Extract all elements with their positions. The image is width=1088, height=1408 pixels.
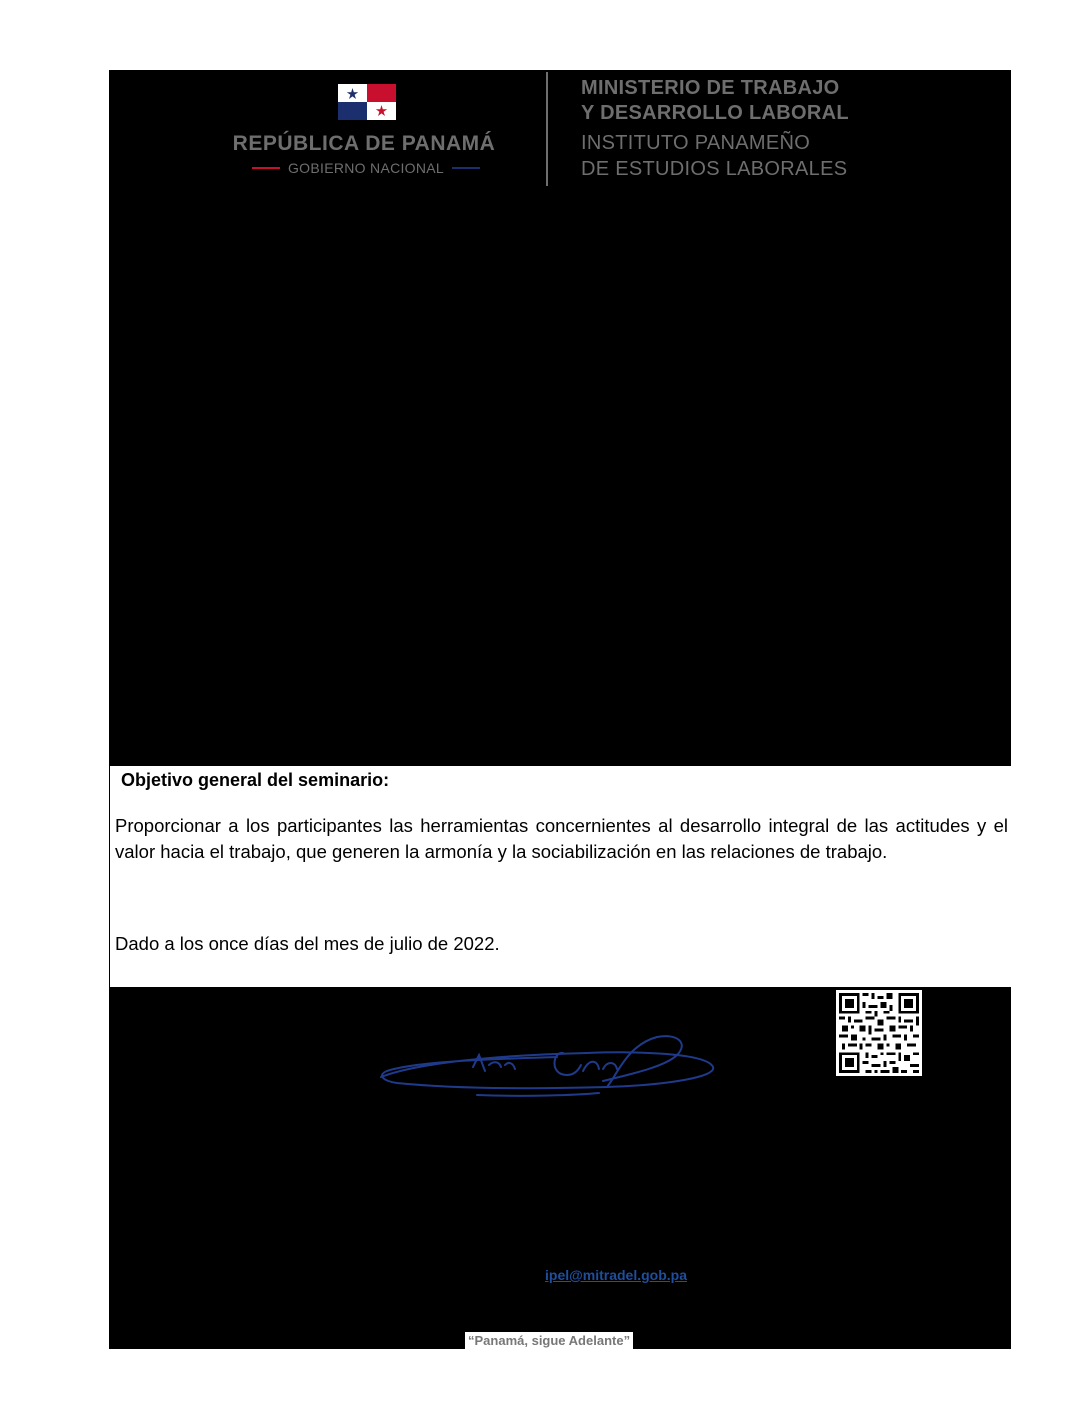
date-text: Dado a los once días del mes de julio de 2022. xyxy=(115,933,500,954)
government-label: GOBIERNO NACIONAL xyxy=(287,160,445,176)
header-block xyxy=(109,70,1011,766)
email-link[interactable]: ipel@mitradel.gob.pa xyxy=(545,1267,688,1283)
vertical-divider xyxy=(546,72,548,186)
objective-text: Proporcionar a los participantes las herramientas concernientes al desarrollo integral de las actitudes y el valor hacia el trabajo, que generen la armonía y la sociabilización en las relaciones de trabajo. xyxy=(115,815,1008,862)
content-section xyxy=(109,766,1011,987)
footer-block xyxy=(109,987,1011,1349)
red-divider-line xyxy=(252,167,280,169)
institute-line-2: DE ESTUDIOS LABORALES xyxy=(581,158,848,180)
slogan-text: “Panamá, sigue Adelante” xyxy=(465,1332,633,1349)
blue-divider-line xyxy=(452,167,480,169)
republic-title: REPÚBLICA DE PANAMÁ xyxy=(232,132,496,155)
ministry-line-1: MINISTERIO DE TRABAJO xyxy=(581,77,840,99)
qr-code-icon xyxy=(836,990,922,1076)
signature-image xyxy=(377,1015,717,1097)
institute-line-1: INSTITUTO PANAMEÑO xyxy=(581,132,811,154)
ministry-title xyxy=(581,76,849,126)
government-row xyxy=(241,158,491,178)
document-page xyxy=(109,70,1011,1349)
objective-heading: Objetivo general del seminario: xyxy=(121,770,390,790)
institute-title xyxy=(581,130,847,182)
ministry-line-2: Y DESARROLLO LABORAL xyxy=(581,102,849,124)
panama-flag-icon xyxy=(338,84,396,120)
